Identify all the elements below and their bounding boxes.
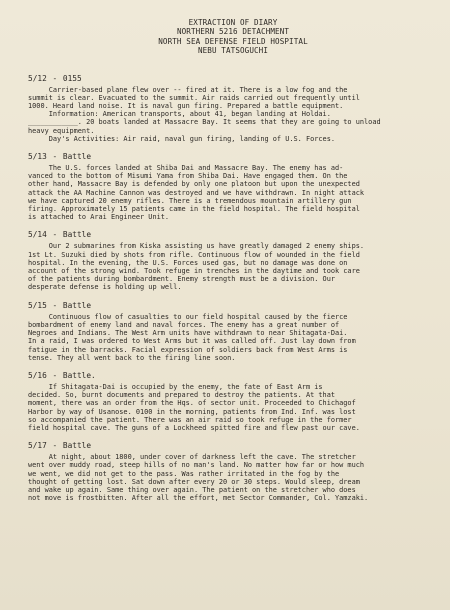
entry-text-line: of the patients during bombardment. Enemy strength must be a division. Our [28, 275, 335, 284]
entry-text-line: firing. Approximately 15 patients came in the field hospital. The field hospital [28, 205, 360, 214]
entry-heading: 5/13 - Battle [28, 152, 92, 162]
entry-text-line: fatigue in the barracks. Facial expression of soldiers back from West Arms is [28, 345, 348, 354]
entry-text-line: vanced to the bottom of Misumi Yama from Shiba Dai. Have engaged them. On the [28, 172, 348, 181]
entry-text-line: hospital. In the evening, the U.S. Forces used gas, but no damage was done on [28, 258, 348, 267]
header-line: NEBU TATSOGUCHI [197, 46, 269, 56]
header-line: EXTRACTION OF DIARY [188, 18, 278, 27]
entry-text-line: tense. They all went back to the firing line soon. [28, 353, 236, 362]
entry-text-line: bombardment of enemy land and naval forces. The enemy has a great number of [28, 320, 340, 329]
entry-title: 0155 [62, 73, 82, 83]
entry-text-line: Day's Activities: Air raid, naval gun firing, landing of U.S. Forces. [28, 134, 335, 143]
entry-heading: 5/12 - 0155 [28, 73, 82, 83]
entry-text-line: Information: American transports, about 41, began landing at Holdai. [28, 110, 331, 119]
entry-text-line: we have captured 20 enemy rifles. There is a tremendous mountain artillery gun [28, 196, 352, 205]
entry-text-line: not move is frostbitten. After all the effort, met Sector Commander, Col. Yamzaki. [28, 494, 369, 503]
entry-text-line: Carrier-based plane flew over -- fired at it. There is a low fog and the [28, 85, 348, 94]
entry-text-line: If Shitagata-Dai is occupied by the enemy, the fate of East Arm is [28, 382, 323, 391]
entry-body [28, 164, 434, 221]
diary-entry [28, 74, 434, 143]
entry-date: 5/15 [28, 300, 47, 310]
entry-text-line: went over muddy road, steep hills of no man's land. No matter how far or how much [28, 461, 365, 470]
entry-text-line: Continuous flow of casualties to our field hospital caused by the fierce [28, 312, 348, 321]
entry-date: 5/14 [28, 230, 47, 240]
entry-text-line: thought of getting lost. Sat down after every 20 or 30 steps. Would sleep, dream [28, 477, 360, 486]
document-header [32, 18, 434, 56]
entry-text-line: desperate defense is holding up well. [28, 283, 182, 292]
entry-text-line: attack the AA Machine Cannon was destroyed and we have withdrawn. In night attack [28, 188, 365, 197]
entry-title: Battle [62, 230, 92, 240]
entry-text-line: The U.S. forces landed at Shiba Dai and Massacre Bay. The enemy has ad- [28, 164, 344, 173]
entry-text-line: summit is clear. Evacuated to the summit. Air raids carried out frequently until [28, 93, 360, 102]
entry-title: Battle. [62, 370, 96, 380]
diary-entry [28, 441, 434, 502]
entry-heading: 5/17 - Battle [28, 441, 92, 451]
entry-date: 5/16 [28, 370, 47, 380]
entry-text-line: Our 2 submarines from Kiska assisting us have greatly damaged 2 enemy ships. [28, 242, 365, 251]
entry-text-line: 1st Lt. Suzuki died by shots from rifle. Continuous flow of wounded in the field [28, 250, 360, 259]
diary-entries [28, 74, 434, 503]
entry-title: Battle [62, 152, 92, 162]
entry-body [28, 383, 434, 432]
entry-title: Battle [62, 300, 92, 310]
entry-text-line: field hospital cave. The guns of a Lockheed spitted fire and flew past our cave. [28, 423, 360, 432]
entry-heading: 5/14 - Battle [28, 230, 92, 240]
entry-text-line: ____________. 20 boats landed at Massacre Bay. It seems that they are going to unload [28, 118, 381, 127]
entry-text-line: so accompanied the patient. There was an air raid so took refuge in the former [28, 415, 352, 424]
entry-text-line: is attached to Arai Engineer Unit. [28, 213, 170, 222]
entry-text-line: and wake up again. Same thing over again. The patient on the stretcher who does [28, 485, 356, 494]
entry-text-line: moment, there was an order from the Hqs. of sector unit. Proceeded to Chichagof [28, 399, 356, 408]
entry-title: Battle [62, 441, 92, 451]
entry-text-line: other hand, Massacre Bay is defended by only one platoon but upon the unexpected [28, 180, 360, 189]
entry-body [28, 313, 434, 362]
header-line: NORTH SEA DEFENSE FIELD HOSPITAL [158, 36, 308, 46]
diary-entry [28, 230, 434, 291]
entry-text-line: Negroes and Indians. The West Arm units have withdrawn to near Shitagata-Dai. [28, 329, 348, 338]
entry-text-line: account of the strong wind. Took refuge in trenches in the daytime and took care [28, 267, 360, 276]
diary-entry [28, 152, 434, 221]
entry-date: 5/12 [28, 73, 47, 83]
entry-body [28, 86, 434, 143]
entry-text-line: At night, about 1800, under cover of darkness left the cave. The stretcher [28, 453, 356, 462]
entry-date: 5/13 [28, 152, 47, 162]
entry-text-line: 1000. Heard land noise. It is naval gun firing. Prepared a battle equipment. [28, 102, 344, 111]
entry-text-line: Harbor by way of Usanose. 0100 in the morning, patients from Ind. Inf. was lost [28, 407, 356, 416]
entry-body [28, 453, 434, 502]
entry-text-line: heavy equipment. [28, 126, 95, 135]
entry-heading: 5/15 - Battle [28, 300, 92, 310]
diary-entry [28, 301, 434, 362]
entry-date: 5/17 [28, 441, 47, 451]
diary-entry [28, 371, 434, 432]
entry-heading: 5/16 - Battle. [28, 370, 96, 380]
entry-text-line: In a raid, I was ordered to West Arms but it was called off. Just lay down from [28, 337, 356, 346]
entry-body [28, 242, 434, 291]
entry-text-line: we went, we did not get to the pass. Was rather irritated in the fog by the [28, 469, 340, 478]
entry-text-line: decided. So, burnt documents and prepared to destroy the patients. At that [28, 391, 335, 400]
header-line: NORTHERN 5216 DETACHMENT [176, 27, 290, 37]
